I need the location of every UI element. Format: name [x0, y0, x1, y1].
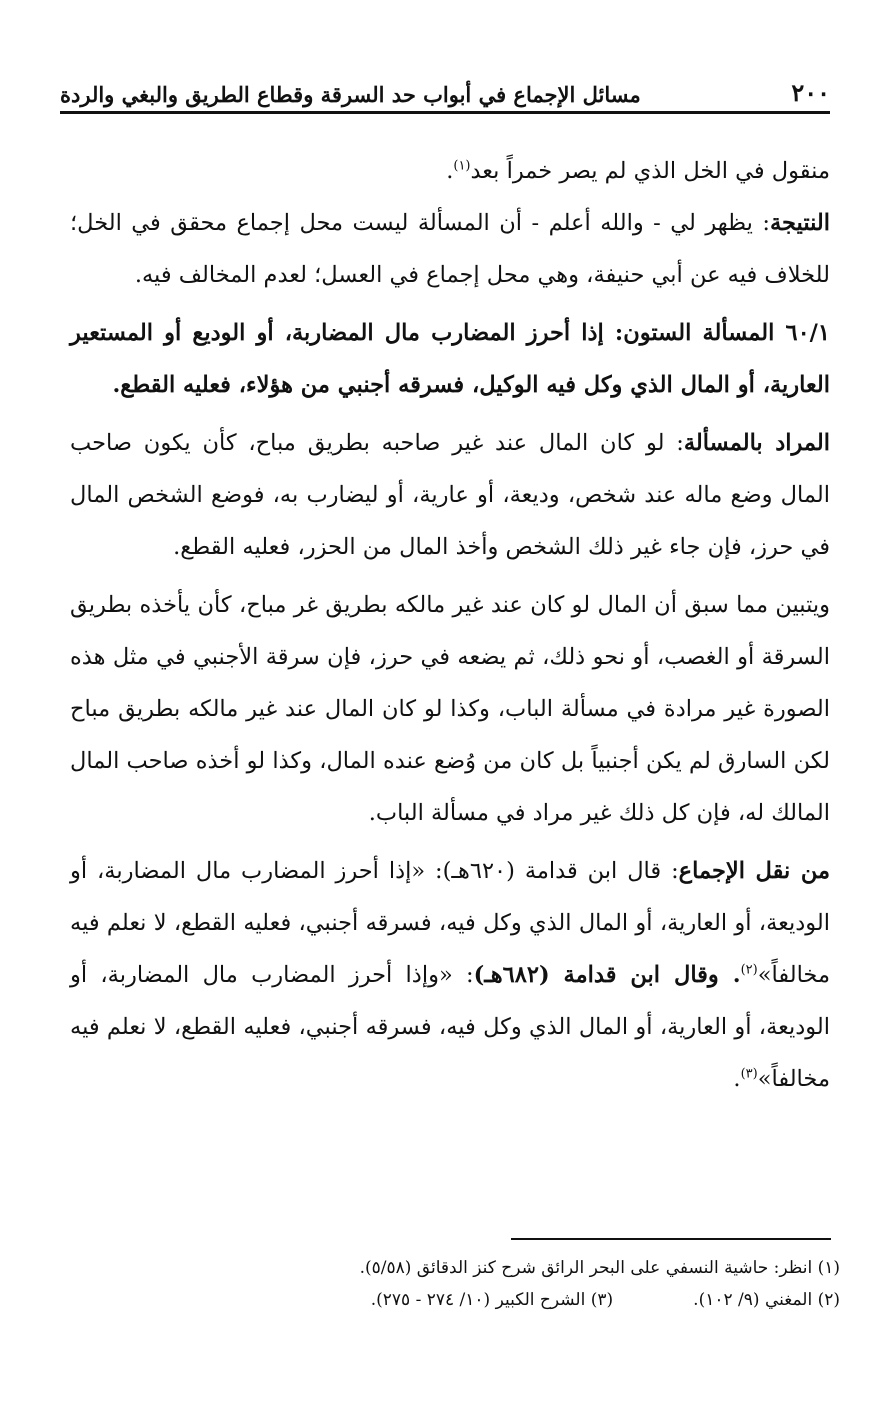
conclusion-paragraph — [70, 197, 830, 301]
consensus-paragraph — [70, 845, 830, 1105]
footnote-row-2-3 — [70, 1284, 840, 1316]
footnote-2: (٢) المغني (٩/ ١٠٢). — [693, 1290, 840, 1310]
clarification-paragraph: ويتبين مما سبق أن المال لو كان عند غير مالكه بطريق غر مباح، كأن يأخذه بطريق السرقة أو الغصب، أو نحو ذلك، ثم يضعه في حرز، فإن سرقة الأجنبي في مثل هذه الصورة غير مرادة في مسألة الباب، وكذا لو كان المال عند غير مالكه بطريق مباح لكن السارق لم يكن أجنبياً بل كان من وُضع عنده المال، وكذا لو أخذه صاحب المال المالك له، فإن كل ذلك غير مراد في مسألة الباب. — [70, 592, 830, 826]
running-header — [60, 70, 830, 114]
paragraph-1 — [70, 145, 830, 197]
consensus-citation-2: . وقال ابن قدامة (٦٨٢هـ) — [473, 962, 741, 988]
footnote-ref-1[interactable]: (١) — [453, 158, 471, 174]
consensus-quote-1: : قال ابن قدامة (٦٢٠هـ): «إذا أحرز المضارب مال المضاربة، أو الوديعة، أو العارية، أو المال الذي وكل فيه، فسرقه أجنبي، فعليه القطع، لا نعلم فيه مخالفاً» — [70, 858, 831, 988]
paragraph-1-text: منقول في الخل الذي لم يصر خمراً بعد — [470, 158, 830, 184]
footnote-divider — [511, 1238, 831, 1240]
footnote-ref-3[interactable]: (٣) — [740, 1066, 758, 1082]
paragraph-1-end: . — [446, 158, 454, 184]
footnotes — [70, 1252, 840, 1316]
issue-heading: ٦٠/١ المسألة الستون: إذا أحرز المضارب مال المضاربة، أو الوديع أو المستعير العارية، أو المال الذي وكل فيه الوكيل، فسرقه أجنبي من هؤلاء، فعليه القطع. — [70, 320, 830, 398]
main-text — [70, 145, 830, 1105]
conclusion-text: : يظهر لي - والله أعلم - أن المسألة ليست محل إجماع محقق في الخل؛ للخلاف فيه عن أبي حنيفة، وهي محل إجماع في العسل؛ لعدم المخالف فيه. — [70, 210, 830, 288]
conclusion-label: النتيجة — [769, 210, 830, 236]
consensus-label: من نقل الإجماع — [678, 858, 831, 884]
page-number: ٢٠٠ — [791, 78, 830, 107]
footnote-ref-2[interactable]: (٢) — [740, 962, 758, 978]
meaning-label: المراد بالمسألة — [683, 430, 830, 456]
running-title: مسائل الإجماع في أبواب حد السرقة وقطاع الطريق والبغي والردة — [60, 82, 641, 107]
footnote-1: (١) انظر: حاشية النسفي على البحر الرائق شرح كنز الدقائق (٥/٥٨). — [359, 1258, 840, 1278]
meaning-paragraph — [70, 417, 830, 573]
footnote-3: (٣) الشرح الكبير (١٠/ ٢٧٤ - ٢٧٥). — [370, 1290, 614, 1310]
consensus-quote-2: : «وإذا أحرز المضارب مال المضاربة، أو الوديعة، أو العارية، أو المال الذي وكل فيه، فسرقه أجنبي، فعليه القطع، لا نعلم فيه مخالفاً» — [70, 962, 830, 1092]
meaning-text: : لو كان المال عند غير صاحبه بطريق مباح، كأن يكون صاحب المال وضع ماله عند شخص، وديعة، أو عارية، أو ليضارب به، فوضع الشخص المال في حرز، فإن جاء غير ذلك الشخص وأخذ المال من الحزر، فعليه القطع. — [70, 430, 830, 560]
consensus-end: . — [733, 1066, 741, 1092]
